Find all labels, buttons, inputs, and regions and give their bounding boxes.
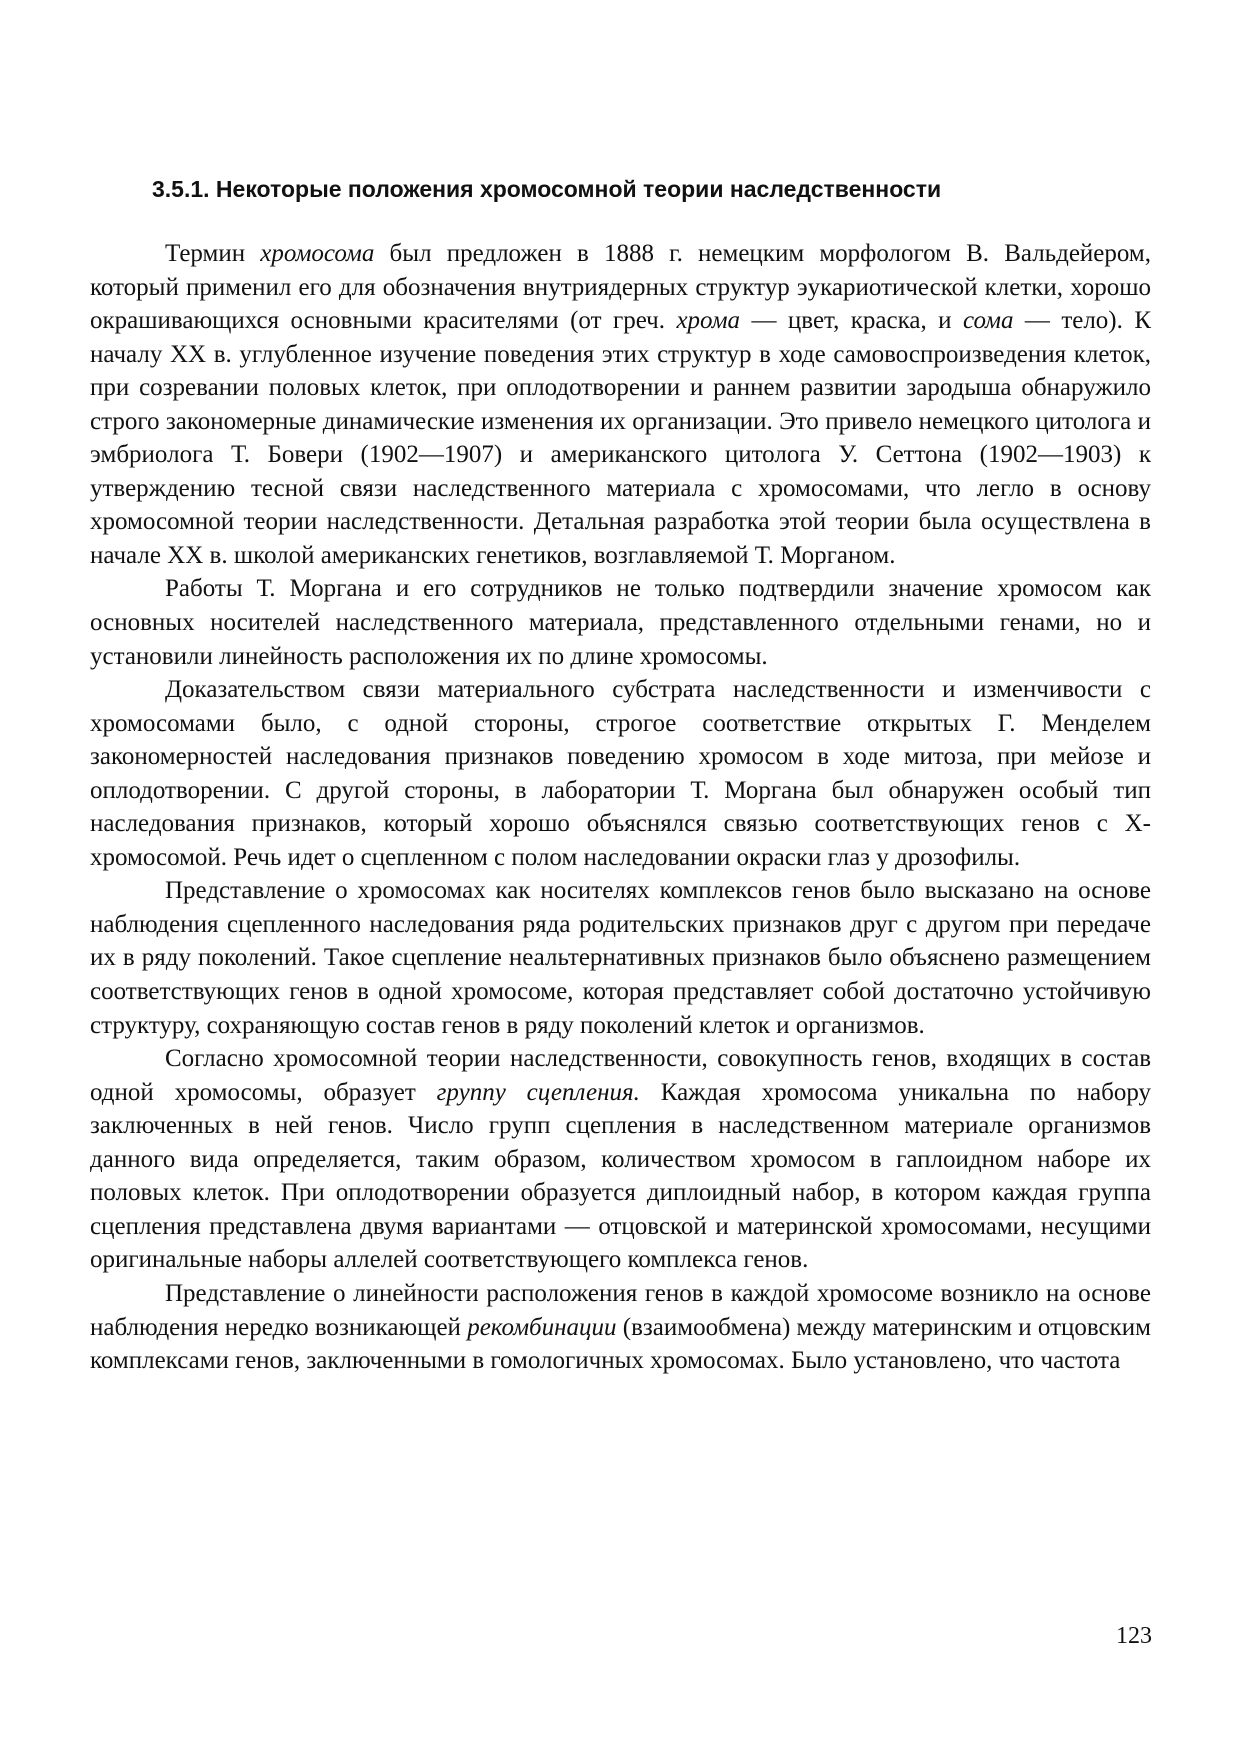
italic-term: рекомбинации [467, 1313, 617, 1341]
text-run: Термин [165, 240, 261, 267]
text-run: Работы Т. Моргана и его сотрудников не только подтвердили значение хромосом как основных носителей наследственного материала, представленного отдельными генами, но и установили линейность расположения их по длине хромосомы. [90, 575, 1151, 670]
paragraph-morgan-works [90, 572, 1151, 673]
paragraph-linearity [90, 1277, 1151, 1378]
page-number: 123 [1116, 1623, 1152, 1649]
paragraph-chromosome-term [90, 237, 1151, 572]
italic-term: сома [962, 307, 1014, 335]
text-run: Представление о линейности расположения генов в каждой хромосоме возникло на основе наблюдения нередко возникающей [90, 1279, 1151, 1341]
section-heading: 3.5.1. Некоторые положения хромосомной теории наследственности [152, 176, 942, 202]
text-run: Согласно хромосомной теории наследственности, совокупность генов, входящих в состав одной хромосомы, образует [90, 1045, 1151, 1106]
text-run: (взаимообмена) между материнским и отцовским комплексами генов, заключенными в гомологичных хромосомах. Было установлено, что частота [90, 1313, 1151, 1375]
text-run: — тело). К началу XX в. углубленное изучение поведения этих структур в ходе самовоспроизведения клеток, при созревании половых клеток, при оплодотворении и раннем развитии зародыша обнаружило строго закономерные динамические изменения их организации. Это привело немецкого цитолога и эмбриолога Т. Бовери (1902—1907) и американского цитолога У. Сеттона (1902—1903) к утверждению тесной связи наследственного материала с хромосомами, что легло в основу хромосомной теории наследственности. Детальная разработка этой теории была осуществлена в начале XX в. школой американских генетиков, возглавляемой Т. Морганом. [90, 307, 1151, 569]
paragraph-evidence [90, 673, 1151, 874]
text-run: Доказательством связи материального субстрата наследственности и изменчивости с хромосомами было, с одной стороны, строгое соответствие открытых Г. Менделем закономерностей наследования признаков поведению хромосом в ходе митоза, при мейозе и оплодотворении. С другой стороны, в лаборатории Т. Моргана был обнаружен особый тип наследования признаков, который хорошо объяснялся связью соответствующих генов с X-хромосомой. Речь идет о сцепленном с полом наследовании окраски глаз у дрозофилы. [90, 676, 1151, 871]
italic-term: группу сцепления. [436, 1078, 640, 1106]
paragraph-gene-complexes [90, 874, 1151, 1042]
text-run: — цвет, краска, и [740, 307, 963, 335]
text-run: Каждая хромосома уникальна по набору заключенных в ней генов. Число групп сцепления в наследственном материале организмов данного вида определяется, таким образом, количеством хромосом в гаплоидном наборе их половых клеток. При оплодотворении образуется диплоидный набор, в котором каждая группа сцепления представлена двумя вариантами — отцовской и материнской хромосомами, несущими оригинальные наборы аллелей соответствующего комплекса генов. [90, 1078, 1151, 1274]
text-run: Представление о хромосомах как носителях комплексов генов было высказано на основе наблюдения сцепленного наследования ряда родительских признаков друг с другом при передаче их в ряду поколений. Такое сцепление неальтернативных признаков было объяснено размещением соответствующих генов в одной хромосоме, которая представляет собой достаточно устойчивую структуру, сохраняющую состав генов в ряду поколений клеток и организмов. [90, 877, 1151, 1039]
italic-term: хромосома [260, 240, 375, 267]
body-text [90, 237, 1151, 1378]
text-run: был предложен в 1888 г. немецким морфологом В. Вальдейером, который применил его для обозначения внутриядерных структур эукариотической клетки, хорошо окрашивающихся основными красителями (от греч. [90, 240, 1151, 335]
paragraph-linkage-group [90, 1042, 1151, 1277]
italic-term: хрома [676, 307, 741, 335]
